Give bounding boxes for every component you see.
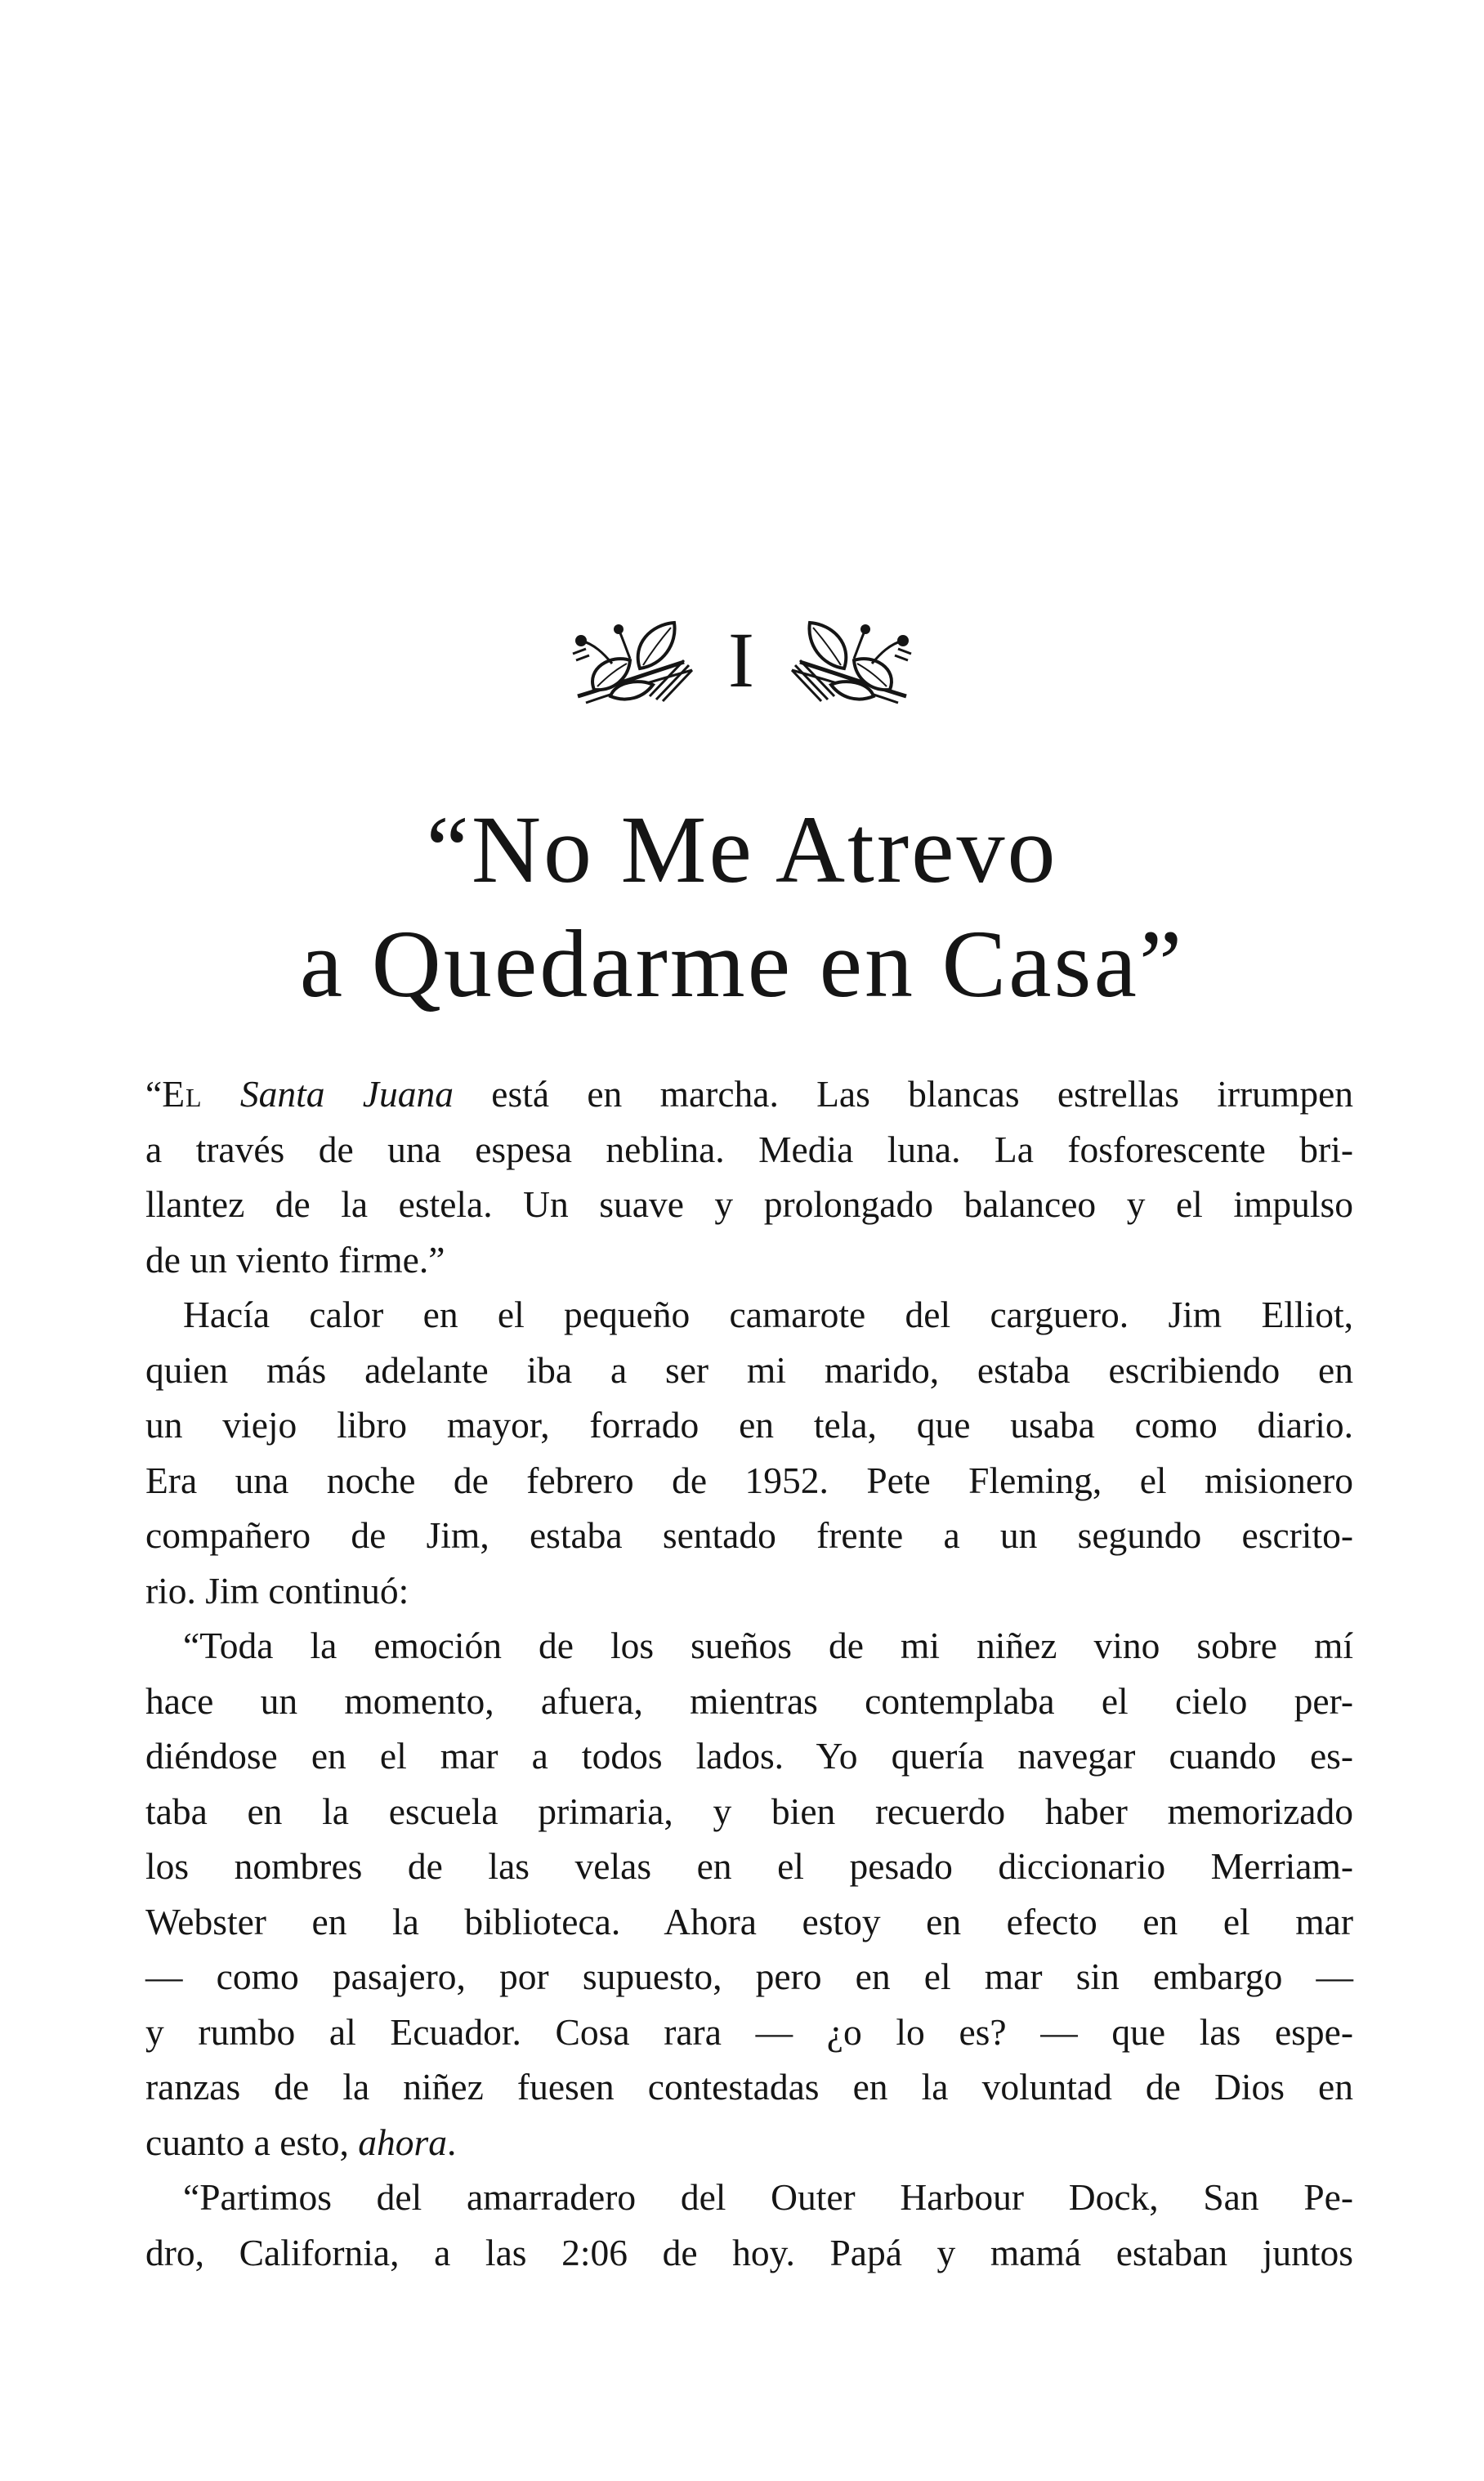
line-text: cuanto a esto, xyxy=(145,2121,359,2163)
text-line: Hacía calor en el pequeño camarote del carguero. Jim Elliot, xyxy=(183,1294,1353,1335)
chapter-number: I xyxy=(728,616,756,704)
line-text: está en marcha. Las blancas estrellas irrumpen xyxy=(454,1073,1354,1115)
text-line: compañero de Jim, estaba sentado frente a un segundo escrito- xyxy=(145,1514,1353,1556)
leaf-sprig-icon xyxy=(561,611,700,709)
chapter-title-line-2: a Quedarme en Casa” xyxy=(299,910,1185,1017)
paragraph-3 xyxy=(145,1618,1353,2170)
text-line: llantez de la estela. Un suave y prolongado balanceo y el impulso xyxy=(145,1183,1353,1225)
text-line: rio. Jim continuó: xyxy=(145,1569,409,1612)
text-line: quien más adelante iba a ser mi marido, estaba escribiendo en xyxy=(145,1348,1353,1391)
ship-name: Santa Juana xyxy=(239,1073,454,1115)
emphasis: ahora xyxy=(358,2121,447,2163)
text-line: de un viento firme.” xyxy=(145,1238,445,1281)
chapter-title xyxy=(0,793,1484,1021)
text-line: — como pasajero, por supuesto, pero en el mar sin embargo — xyxy=(145,1956,1353,1997)
text-line: un viejo libro mayor, forrado en tela, que usaba como diario. xyxy=(145,1404,1353,1446)
text-line: los nombres de las velas en el pesado diccionario Merriam- xyxy=(145,1845,1353,1887)
text-line: ranzas de la niñez fuesen contestadas en la voluntad de Dios en xyxy=(145,2066,1353,2108)
text-line xyxy=(145,2115,1353,2170)
text-line: “Toda la emoción de los sueños de mi niñez vino sobre mí xyxy=(183,1625,1353,1666)
text-line: a través de una espesa neblina. Media luna. La fosforescente bri- xyxy=(145,1128,1353,1170)
text-line: taba en la escuela primaria, y bien recuerdo haber memorizado xyxy=(145,1790,1353,1832)
leaf-sprig-icon xyxy=(784,611,923,709)
text-line: Webster en la biblioteca. Ahora estoy en efecto en el mar xyxy=(145,1900,1353,1942)
first-word: El xyxy=(162,1073,203,1115)
text-line: Era una noche de febrero de 1952. Pete Fleming, el misionero xyxy=(145,1459,1353,1501)
text-line: y rumbo al Ecuador. Cosa rara — ¿o lo es? — que las espe- xyxy=(145,2010,1353,2053)
text-line: “Partimos del amarradero del Outer Harbour Dock, San Pe- xyxy=(183,2176,1353,2218)
paragraph-4 xyxy=(145,2170,1353,2280)
paragraph-2 xyxy=(145,1287,1353,1618)
paragraph-1 xyxy=(145,1066,1353,1287)
body-text xyxy=(145,1066,1353,2280)
text-line: dro, California, a las 2:06 de hoy. Papá y mamá estaban juntos xyxy=(145,2231,1353,2273)
open-quote: “ xyxy=(145,1073,163,1115)
text-line: hace un momento, afuera, mientras contemplaba el cielo per- xyxy=(145,1679,1353,1722)
text-line xyxy=(145,1066,1353,1122)
chapter-heading xyxy=(0,603,1484,717)
line-end: . xyxy=(447,2121,457,2163)
text-line: diéndose en el mar a todos lados. Yo quería navegar cuando es- xyxy=(145,1735,1353,1777)
chapter-title-line-1: “No Me Atrevo xyxy=(426,796,1058,903)
